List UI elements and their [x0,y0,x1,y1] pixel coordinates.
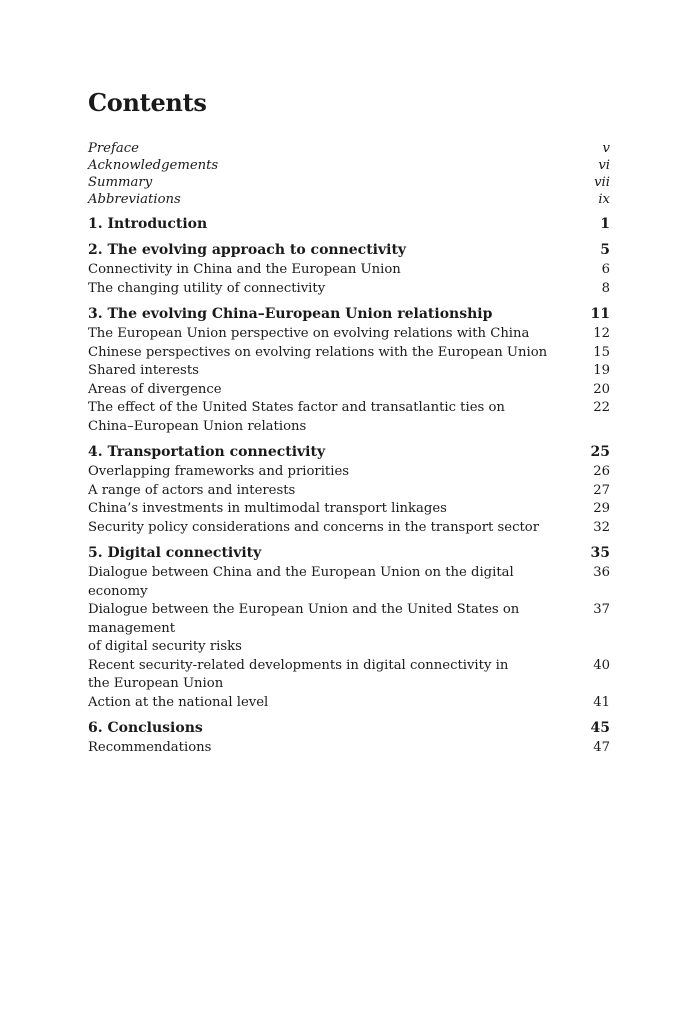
toc-chapter-entry [88,543,610,563]
page-title: Contents [88,88,207,117]
toc-section-entry [88,694,610,713]
toc-section-entry [88,381,610,400]
table-of-contents [88,140,610,758]
toc-section-entry [88,500,610,519]
toc-chapter-entry-text [88,240,600,260]
toc-chapter-entry [88,718,610,738]
toc-front-entry-text [88,174,594,191]
toc-section-entry [88,344,610,363]
toc-section-entry-page-number: 26 [593,464,610,479]
toc-section-entry-line: Overlapping frameworks and priorities [88,464,350,479]
toc-section-entry-text [88,325,593,344]
toc-section-entry-page-number: 22 [593,400,610,415]
toc-section-entry-line: Security policy considerations and concerns in the transport sector [88,519,540,535]
toc-chapter-entry-page-number: 25 [590,444,610,460]
toc-front-entry [88,157,610,174]
toc-section-entry-text [88,482,593,501]
toc-chapter-entry [88,304,610,324]
toc-chapter-entry-text [88,304,591,324]
toc-section-entry-line: Dialogue between China and the European Union on the digital economy [88,565,514,599]
toc-chapter-entry-text [88,543,591,563]
toc-front-entry-line: Summary [88,175,153,190]
toc-chapter-entry-text [88,718,591,738]
toc-section-entry-page-number: 32 [593,519,610,535]
toc-section-entry-line: of digital security risks [88,639,242,654]
toc-section-entry [88,739,610,758]
toc-section-entry-line: Recommendations [88,740,212,755]
toc-chapter-entry-line: 5. Digital connectivity [88,545,262,561]
toc-section-entry-text [88,500,593,519]
toc-section-entry-text [88,280,602,299]
toc-section-entry [88,601,610,657]
toc-front-entry-text [88,157,598,174]
toc-section-entry-page-number: 12 [593,326,610,341]
toc-section-entry [88,399,610,436]
toc-chapter-entry-text [88,214,600,234]
toc-section-entry-page-number: 20 [593,381,610,397]
toc-front-entry-page-number: vii [594,175,610,190]
toc-section-entry-line: Action at the national level [88,694,269,710]
toc-section-entry-page-number: 36 [593,565,610,580]
toc-chapter-entry-line: 1. Introduction [88,216,208,232]
toc-section-entry [88,657,610,694]
toc-section-entry-page-number: 27 [593,482,610,498]
toc-section-entry [88,325,610,344]
toc-section-entry-line: Connectivity in China and the European Union [88,262,401,277]
toc-section-entry-line: China’s investments in multimodal transport linkages [88,501,447,516]
toc-section-entry-text [88,601,593,657]
toc-section-entry-text [88,381,593,400]
toc-chapter-entry-page-number: 1 [600,216,610,232]
toc-section-entry [88,261,610,280]
toc-section-entry-page-number: 15 [593,344,610,360]
toc-section-entry-page-number: 40 [593,657,610,673]
toc-section-entry [88,463,610,482]
toc-section-entry-line: the European Union [88,676,224,691]
toc-section-entry-text [88,739,593,758]
toc-section-entry-text [88,519,593,538]
toc-section-entry-line: The European Union perspective on evolving relations with China [88,326,530,341]
toc-section-entry-line: Dialogue between the European Union and the United States on management [88,602,520,636]
toc-section-entry-page-number: 6 [601,262,610,277]
toc-section-entry-line: Shared interests [88,363,199,378]
toc-section-entry-page-number: 47 [593,740,610,755]
toc-chapter-entry-line: 2. The evolving approach to connectivity [88,242,407,258]
toc-section-entry-page-number: 19 [593,363,610,378]
toc-front-entry-page-number: ix [598,192,610,207]
toc-section-entry-line: A range of actors and interests [88,482,296,498]
toc-front-entry-line: Abbreviations [88,192,181,207]
toc-front-entry-page-number: v [602,141,610,156]
toc-front-entry [88,140,610,157]
toc-section-entry-text [88,344,593,363]
toc-section-entry-line: Recent security-related developments in digital connectivity in [88,657,509,673]
toc-section-entry-page-number: 41 [593,694,610,710]
toc-section-entry-text [88,657,593,694]
toc-section-entry-text [88,261,602,280]
toc-section-entry [88,280,610,299]
toc-section-entry-line: The effect of the United States factor and transatlantic ties on [88,400,505,415]
toc-section-entry-line: Areas of divergence [88,381,222,397]
toc-section-entry-page-number: 29 [593,501,610,516]
toc-section-entry-text [88,694,593,713]
toc-section-entry [88,519,610,538]
toc-chapter-entry-page-number: 11 [590,306,610,322]
toc-front-entry-page-number: vi [598,158,610,173]
toc-section-entry [88,482,610,501]
toc-chapter-entry-line: 6. Conclusions [88,720,203,736]
toc-section-entry-text [88,399,593,436]
toc-front-entry-line: Preface [88,141,139,156]
toc-section-entry [88,362,610,381]
toc-chapter-entry-page-number: 5 [600,242,610,258]
toc-chapter-entry-text [88,442,591,462]
toc-section-entry-line: The changing utility of connectivity [88,280,326,296]
toc-chapter-entry [88,442,610,462]
toc-section-entry-line: China–European Union relations [88,418,307,434]
toc-chapter-entry-line: 4. Transportation connectivity [88,444,326,460]
toc-chapter-entry [88,240,610,260]
toc-chapter-entry-line: 3. The evolving China–European Union relationship [88,306,493,322]
toc-section-entry [88,564,610,601]
toc-chapter-entry-page-number: 35 [590,545,610,561]
toc-front-entry-text [88,191,598,208]
toc-section-entry-text [88,362,593,381]
toc-section-entry-page-number: 8 [601,280,610,296]
toc-section-entry-page-number: 37 [593,602,610,617]
toc-chapter-entry-page-number: 45 [590,720,610,736]
toc-section-entry-line: Chinese perspectives on evolving relations with the European Union [88,344,548,360]
toc-front-entry [88,174,610,191]
toc-section-entry-text [88,564,593,601]
toc-front-entry-line: Acknowledgements [88,158,219,173]
toc-section-entry-text [88,463,593,482]
toc-front-entry [88,191,610,208]
toc-chapter-entry [88,214,610,234]
toc-front-entry-text [88,140,603,157]
